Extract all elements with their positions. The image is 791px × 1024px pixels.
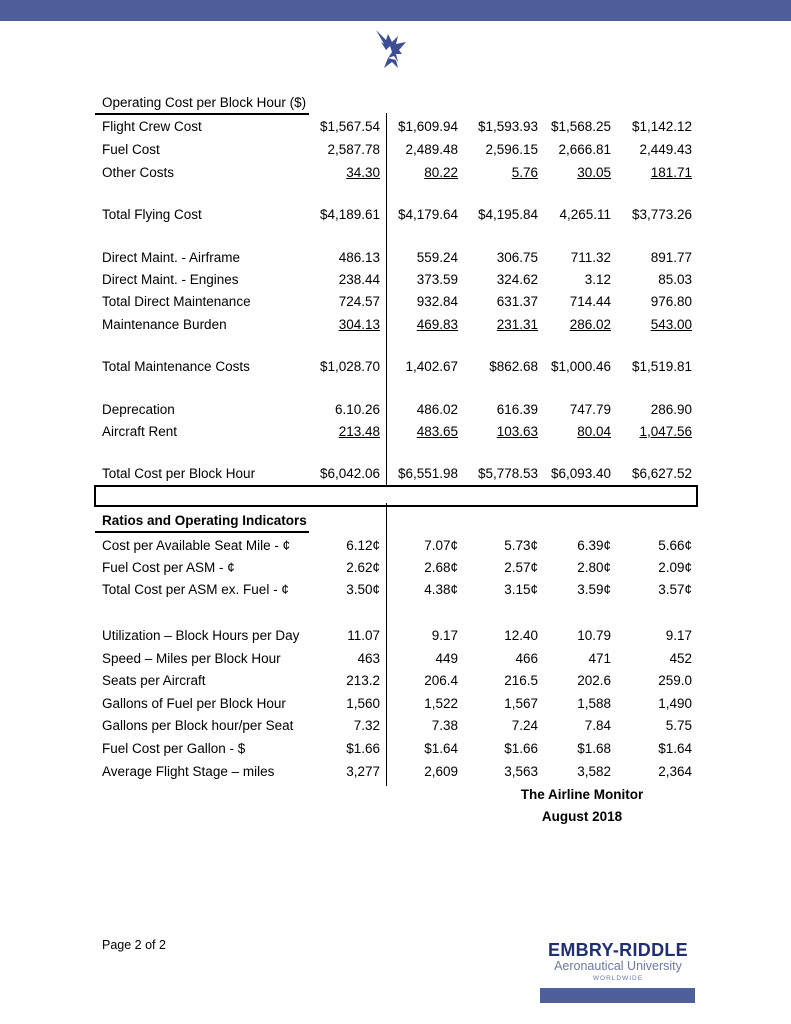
section-title-underline [95, 113, 309, 115]
cell-value: 2,587.78 [327, 142, 380, 157]
cell-value: 724.57 [338, 294, 380, 309]
cell-value: 3,582 [577, 764, 611, 779]
row-label: Deprecation [102, 402, 175, 417]
cell-value: 6.39¢ [577, 538, 611, 553]
cell-value: 30.05 [577, 165, 611, 180]
cell-value: 7.24 [511, 718, 538, 733]
cell-value: 559.24 [416, 250, 458, 265]
cell-value: 80.04 [577, 424, 611, 439]
cell-value: 304.13 [338, 317, 380, 332]
cell-value: 1,522 [424, 696, 458, 711]
cell-value: 238.44 [338, 272, 380, 287]
table-row [0, 718, 791, 740]
cell-value: 5.75 [665, 718, 692, 733]
cell-value: 976.80 [650, 294, 692, 309]
cell-value: 3.50¢ [346, 582, 380, 597]
table-row [0, 119, 791, 141]
cell-value: 463 [357, 651, 380, 666]
cell-value: 471 [588, 651, 611, 666]
table-row [0, 741, 791, 763]
table-row [0, 764, 791, 786]
row-label: Gallons of Fuel per Block Hour [102, 696, 286, 711]
cell-value: 2,596.15 [485, 142, 538, 157]
cell-value: $1.66 [504, 741, 538, 756]
cell-value: 7.38 [431, 718, 458, 733]
table-row [0, 272, 791, 294]
table-row [0, 294, 791, 316]
cell-value: 7.32 [353, 718, 380, 733]
cell-value: 1,588 [577, 696, 611, 711]
cell-value: 5.73¢ [504, 538, 538, 553]
cell-value: 34.30 [346, 165, 380, 180]
table-row [0, 142, 791, 164]
table-row [0, 359, 791, 381]
cell-value: 2.09¢ [658, 560, 692, 575]
cell-value: 486.13 [338, 250, 380, 265]
row-label: Aircraft Rent [102, 424, 178, 439]
cell-value: $862.68 [489, 359, 538, 374]
cell-value: $1.68 [577, 741, 611, 756]
row-label: Fuel Cost per ASM - ¢ [102, 560, 235, 575]
credit-date: August 2018 [541, 809, 623, 824]
table-row [0, 628, 791, 650]
cell-value: 891.77 [650, 250, 692, 265]
table-row [0, 696, 791, 718]
table-row [0, 424, 791, 446]
cell-value: 2,666.81 [558, 142, 611, 157]
cell-value: 213.2 [346, 673, 380, 688]
cell-value: 2.62¢ [346, 560, 380, 575]
cell-value: 286.90 [650, 402, 692, 417]
cell-value: 932.84 [416, 294, 458, 309]
cell-value: 7.07¢ [424, 538, 458, 553]
cell-value: $6,093.40 [550, 466, 611, 481]
row-label: Total Cost per Block Hour [102, 466, 256, 481]
cell-value: $6,627.52 [631, 466, 692, 481]
cell-value: 6.12¢ [346, 538, 380, 553]
top-header-band [0, 0, 791, 21]
cell-value: $1.64 [658, 741, 692, 756]
cell-value: 11.07 [347, 628, 380, 643]
cell-value: 4,265.11 [559, 207, 611, 222]
row-label: Total Flying Cost [102, 207, 202, 222]
cell-value: 449 [435, 651, 458, 666]
row-label: Direct Maint. - Engines [102, 272, 239, 287]
cell-value: 3,277 [346, 764, 380, 779]
cell-value: 486.02 [416, 402, 458, 417]
cell-value: $1.66 [346, 741, 380, 756]
cell-value: 2,609 [424, 764, 458, 779]
table-row [0, 582, 791, 604]
cell-value: 10.79 [577, 628, 611, 643]
credit-source: The Airline Monitor [520, 787, 644, 802]
row-label: Total Cost per ASM ex. Fuel - ¢ [102, 582, 289, 597]
cell-value: 631.37 [496, 294, 538, 309]
cell-value: 12.40 [504, 628, 538, 643]
cell-value: 80.22 [424, 165, 458, 180]
cell-value: $5,778.53 [477, 466, 538, 481]
cell-value: 231.31 [496, 317, 538, 332]
cell-value: 7.84 [584, 718, 611, 733]
row-label: Speed – Miles per Block Hour [102, 651, 281, 666]
row-label: Average Flight Stage – miles [102, 764, 275, 779]
cell-value: 3.12 [584, 272, 611, 287]
cell-value: 1,047.56 [639, 424, 692, 439]
cell-value: 466 [515, 651, 538, 666]
university-logo-subtitle: Aeronautical University [554, 959, 682, 973]
table-row [0, 207, 791, 229]
cell-value: $1,568.25 [550, 119, 611, 134]
cell-value: 483.65 [416, 424, 458, 439]
cell-value: $1,567.54 [319, 119, 380, 134]
table-row [0, 317, 791, 339]
cell-value: 616.39 [496, 402, 538, 417]
cell-value: 213.48 [338, 424, 380, 439]
cell-value: $1.64 [424, 741, 458, 756]
cell-value: $1,609.94 [397, 119, 458, 134]
row-label: Maintenance Burden [102, 317, 227, 332]
cell-value: 2,449.43 [639, 142, 692, 157]
cell-value: 324.62 [496, 272, 538, 287]
cell-value: 5.66¢ [658, 538, 692, 553]
cell-value: 452 [669, 651, 692, 666]
cell-value: 3,563 [504, 764, 538, 779]
cell-value: $4,189.61 [319, 207, 380, 222]
section-title-operating-cost: Operating Cost per Block Hour ($) [102, 95, 307, 110]
cell-value: $1,000.46 [550, 359, 611, 374]
cell-value: $1,142.12 [631, 119, 692, 134]
row-label: Utilization – Block Hours per Day [102, 628, 300, 643]
table-row [0, 538, 791, 560]
cell-value: 543.00 [650, 317, 692, 332]
row-label: Fuel Cost [102, 142, 160, 157]
cell-value: 9.17 [431, 628, 458, 643]
row-label: Fuel Cost per Gallon - $ [102, 741, 246, 756]
cell-value: 9.17 [665, 628, 692, 643]
row-label: Total Maintenance Costs [102, 359, 250, 374]
cell-value: 373.59 [416, 272, 458, 287]
cell-value: 2.68¢ [424, 560, 458, 575]
cell-value: 1,567 [504, 696, 538, 711]
row-label: Other Costs [102, 165, 175, 180]
cell-value: $4,179.64 [397, 207, 458, 222]
cell-value: $6,551.98 [397, 466, 458, 481]
cell-value: $4,195.84 [477, 207, 538, 222]
cell-value: 2,489.48 [405, 142, 458, 157]
cell-value: 206.4 [424, 673, 458, 688]
row-label: Direct Maint. - Airframe [102, 250, 241, 265]
table-row [0, 402, 791, 424]
cell-value: $1,593.93 [477, 119, 538, 134]
cell-value: 3.57¢ [658, 582, 692, 597]
cell-value: 103.63 [496, 424, 538, 439]
row-label: Gallons per Block hour/per Seat [102, 718, 294, 733]
section-title-ratios: Ratios and Operating Indicators [102, 513, 307, 528]
cell-value: 747.79 [569, 402, 611, 417]
table-row [0, 250, 791, 272]
table-row [0, 673, 791, 695]
row-label: Cost per Available Seat Mile - ¢ [102, 538, 291, 553]
cell-value: 1,490 [658, 696, 692, 711]
cell-value: 286.02 [569, 317, 611, 332]
cell-value: $3,773.26 [631, 207, 692, 222]
row-label: Flight Crew Cost [102, 119, 202, 134]
cell-value: 6.10.26 [334, 402, 380, 417]
cell-value: 2.57¢ [504, 560, 538, 575]
cell-value: 3.15¢ [504, 582, 538, 597]
cell-value: 2,364 [658, 764, 692, 779]
section-separator-box [94, 485, 698, 507]
cell-value: 1,402.67 [405, 359, 458, 374]
cell-value: 469.83 [416, 317, 458, 332]
university-logo-tagline: WORLDWIDE [592, 975, 644, 982]
cell-value: 714.44 [569, 294, 611, 309]
cell-value: 85.03 [658, 272, 692, 287]
cell-value: $1,519.81 [631, 359, 692, 374]
cell-value: 181.71 [650, 165, 692, 180]
row-label: Total Direct Maintenance [102, 294, 251, 309]
cell-value: 202.6 [577, 673, 611, 688]
university-logo-name: EMBRY-RIDDLE [548, 940, 688, 960]
eagle-logo-icon [372, 28, 410, 70]
cell-value: 1,560 [346, 696, 380, 711]
cell-value: 2.80¢ [577, 560, 611, 575]
row-label: Seats per Aircraft [102, 673, 206, 688]
section-title-underline [95, 531, 309, 533]
cell-value: 4.38¢ [424, 582, 458, 597]
cell-value: 711.32 [570, 250, 611, 265]
cell-value: $1,028.70 [319, 359, 380, 374]
table-row [0, 165, 791, 187]
cell-value: 216.5 [504, 673, 538, 688]
cell-value: 259.0 [658, 673, 692, 688]
cell-value: 306.75 [496, 250, 538, 265]
cell-value: $6,042.06 [319, 466, 380, 481]
footer-logo-bar [540, 988, 695, 1003]
table-row [0, 651, 791, 673]
cell-value: 5.76 [511, 165, 538, 180]
cell-value: 3.59¢ [577, 582, 611, 597]
table-row [0, 560, 791, 582]
page-number: Page 2 of 2 [102, 938, 166, 952]
